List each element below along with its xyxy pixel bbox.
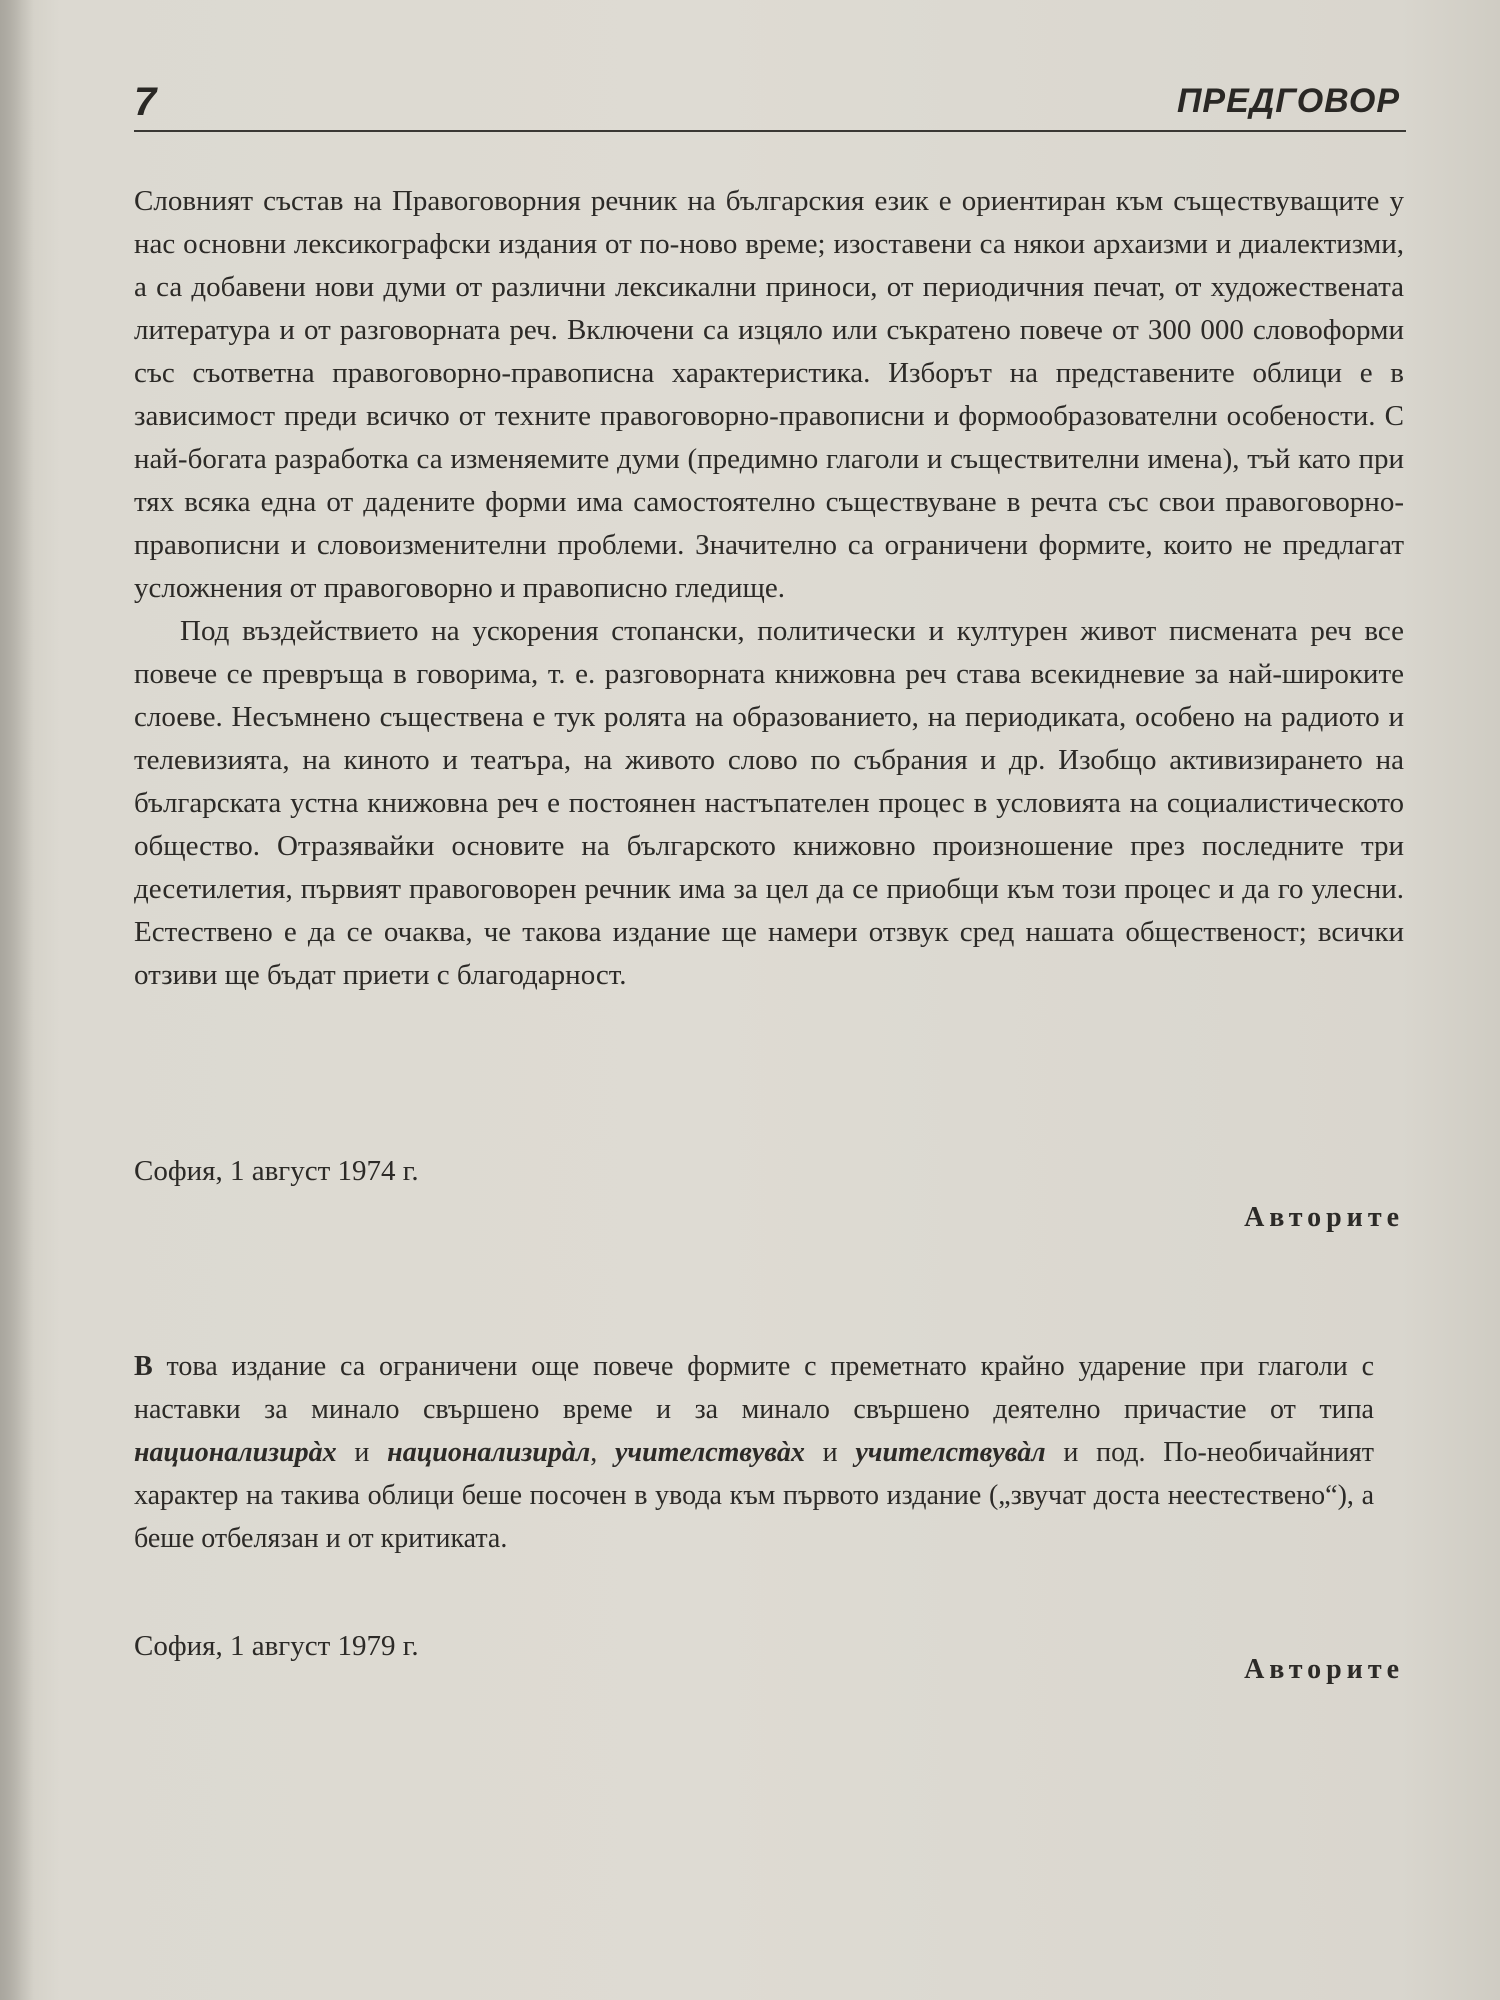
lead-letter: В xyxy=(134,1351,153,1382)
binding-shadow xyxy=(0,0,34,2000)
running-head xyxy=(134,78,1406,132)
text-segment-3: , xyxy=(590,1437,615,1468)
term-3: учителствувàх xyxy=(614,1437,805,1468)
term-2: национализирàл xyxy=(387,1437,591,1468)
place-date-1974: София, 1 август 1974 г. xyxy=(134,1155,419,1187)
signature-1974: Авторите xyxy=(1244,1202,1404,1233)
paragraph-1: Словният състав на Правоговорния речник на българския език е ориентиран към съществуващите у нас основни лексикографски издания от по-ново време; изоставени са някои архаизми и диалектизми, а са добавени нови думи от различни лексикални приноси, от периодичния печат, от художествената литература и от разговорната реч. Включени са изцяло или съкратено повече от 300 000 словоформи със съответна правоговорно-правописна характеристика. Изборът на представените облици е в зависимост преди всичко от техните правоговорно-правописни и формообразователни особености. С най-богата разработка са изменяемите думи (предимно глаголи и съществителни имена), тъй като при тях всяка една от дадените форми има самостоятелно съществуване в речта със свои правоговорно-правописни и словоизменителни проблеми. Значително са ограничени формите, които не предлагат усложнения от правоговорно и правописно гледище. xyxy=(134,185,1404,604)
preface-1979 xyxy=(134,1345,1374,1560)
paragraph-2: Под въздействието на ускорения стопански, политически и културен живот писмената реч все повече се превръща в говорима, т. е. разговорната книжовна реч става всекидневие за най-широките слоеве. Несъмнено съществена е тук ролята на образованието, на периодиката, особено на радиото и телевизията, на киното и театъра, на живото слово по събрания и др. Изобщо активизирането на българската устна книжовна реч е постоянен настъпателен процес в условията на социалистическото общество. Отразявайки основите на българското книжовно произношение през последните три десетилетия, първият правоговорен речник има за цел да се приобщи към този процес и да го улесни. Естествено е да се очаква, че такова издание ще намери отзвук сред нашата общественост; всички отзиви ще бъдат приети с благодарност. xyxy=(134,615,1404,991)
place-date-1979: София, 1 август 1979 г. xyxy=(134,1630,419,1662)
page-number: 7 xyxy=(134,80,157,124)
text-segment-5: и под. По-необичайният характер на такива облици беше посочен в увода към първото издание („звучат доста неестествено“), а беше отбелязан и от критиката. xyxy=(134,1437,1375,1554)
term-1: национализирàх xyxy=(134,1437,337,1468)
text-segment-4: и xyxy=(804,1437,856,1468)
preface-1974 xyxy=(134,180,1404,997)
signature-1979: Авторите xyxy=(1244,1654,1404,1685)
paragraph-1979 xyxy=(134,1345,1374,1560)
term-4: учителствувàл xyxy=(855,1437,1046,1468)
text-segment-1: това издание са ограничени още повече формите с преметнато крайно ударение при глаголи с наставки за минало свършено време и за минало свършено деятелно причастие от типа xyxy=(134,1351,1374,1425)
text-segment-2: и xyxy=(336,1437,388,1468)
section-title: ПРЕДГОВОР xyxy=(1176,82,1400,120)
